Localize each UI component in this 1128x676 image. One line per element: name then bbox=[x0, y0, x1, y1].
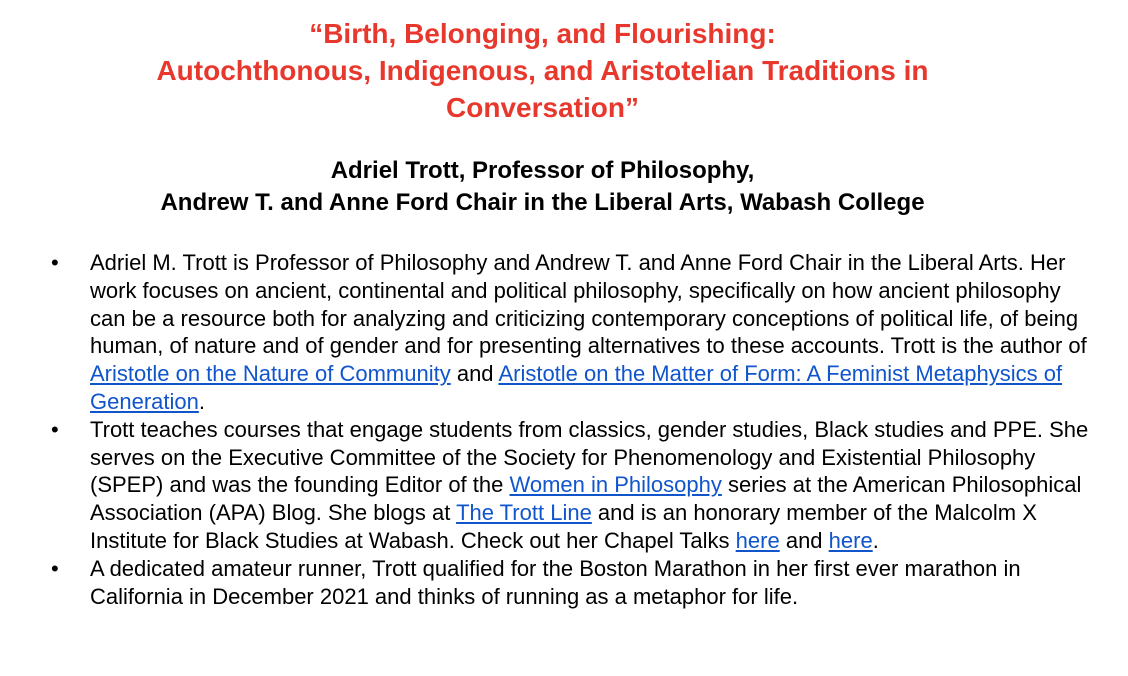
bio-text: Adriel M. Trott is Professor of Philosophy and Andrew T. and Anne Ford Chair in the Liberal Arts. Her work focuses on ancient, continental and political philosophy, specifically on how ancient philosophy can be a resource both for analyzing and criticizing contemporary conceptions of political life, of being human, of nature and of gender and for presenting alternatives to these accounts. Trott is the author of bbox=[90, 250, 1087, 359]
bullet-icon: • bbox=[51, 250, 59, 275]
author-line-2: Andrew T. and Anne Ford Chair in the Liberal Arts, Wabash College bbox=[160, 189, 925, 216]
bio-text: Trott teaches courses that engage students from classics, gender studies, Black studies and PPE. She serves on the Executive Committee of the Society for Phenomenology and Existential Philosophy (SPEP) and was the founding Editor of the bbox=[90, 416, 1089, 498]
title-line-1: “Birth, Belonging, and Flourishing: bbox=[309, 18, 776, 49]
link-aristotle-matter-of-form[interactable]: Aristotle on the Matter of Form: A Feminist Metaphysics of Generation bbox=[90, 361, 1063, 414]
bio-list bbox=[0, 249, 1128, 610]
bio-text: series at the American Philosophical Association (APA) Blog. She blogs at bbox=[90, 472, 1082, 526]
title-line-3: Conversation” bbox=[446, 92, 639, 123]
link-women-in-philosophy[interactable]: Women in Philosophy bbox=[509, 472, 722, 498]
bullet-icon: • bbox=[51, 416, 59, 442]
bio-text: and is an honorary member of the Malcolm X Institute for Black Studies at Wabash. Check out her Chapel Talks bbox=[90, 500, 1037, 553]
bio-item-2 bbox=[0, 416, 1090, 555]
bio-text: and bbox=[779, 527, 829, 553]
link-aristotle-nature-of-community[interactable]: Aristotle on the Nature of Community bbox=[90, 361, 451, 387]
page-title bbox=[0, 15, 1085, 126]
author-heading bbox=[0, 155, 1085, 219]
title-line-2: Autochthonous, Indigenous, and Aristotelian Traditions in bbox=[156, 55, 929, 86]
bio-item-3 bbox=[0, 555, 1090, 611]
link-chapel-talk-1[interactable]: here bbox=[735, 527, 780, 553]
bio-item-1 bbox=[0, 249, 1090, 416]
bio-text: . bbox=[872, 527, 879, 553]
link-the-trott-line[interactable]: The Trott Line bbox=[456, 500, 592, 526]
bio-text: . bbox=[198, 388, 205, 414]
author-line-1: Adriel Trott, Professor of Philosophy, bbox=[330, 157, 755, 184]
bio-text: and bbox=[450, 361, 499, 387]
bullet-icon: • bbox=[51, 555, 59, 581]
link-chapel-talk-2[interactable]: here bbox=[828, 527, 873, 553]
bio-text: A dedicated amateur runner, Trott qualified for the Boston Marathon in her first ever marathon in California in December 2021 and thinks of running as a metaphor for life. bbox=[90, 555, 1021, 609]
